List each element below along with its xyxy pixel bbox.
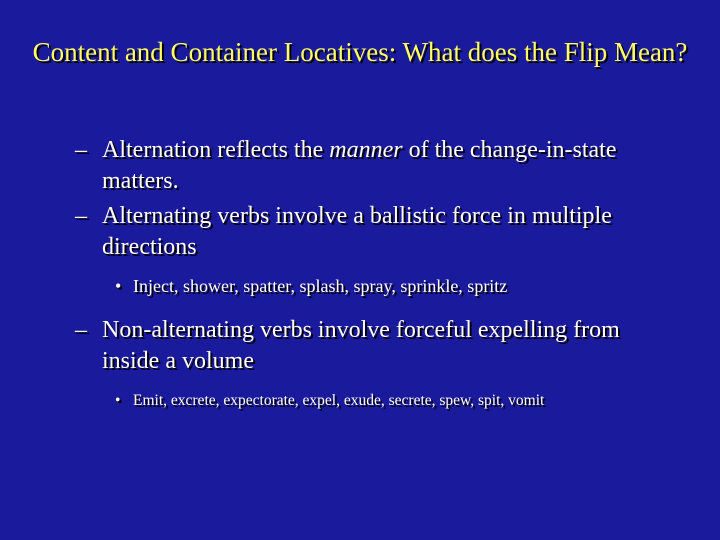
dash-marker: –: [75, 137, 87, 163]
sub-item-non-alternating-verbs: [115, 389, 693, 413]
bullet-marker: •: [115, 392, 121, 409]
list-item-manner: [75, 135, 672, 197]
dash-marker: –: [75, 317, 87, 343]
item-text: Alternating verbs involve a ballistic force in multiple directions: [102, 203, 612, 260]
sub-item-text: Inject, shower, spatter, splash, spray, sprinkle, spritz: [133, 276, 508, 296]
slide-title: Content and Container Locatives: What does the Flip Mean?: [32, 37, 688, 67]
list-item-non-alternating: [75, 315, 672, 377]
bullet-marker: •: [115, 276, 122, 296]
dash-marker: –: [75, 203, 87, 229]
item-text-emphasis: manner: [329, 137, 403, 163]
sub-item-alternating-verbs: [115, 274, 693, 298]
bullet-list: [0, 135, 720, 413]
item-text: Non-alternating verbs involve forceful expelling from inside a volume: [102, 317, 620, 374]
item-text-after: of the change-in-state matters.: [102, 137, 617, 194]
item-text-before: Alternation reflects the: [102, 137, 330, 163]
sub-item-text: Emit, excrete, expectorate, expel, exude, secrete, spew, spit, vomit: [133, 392, 545, 409]
list-item-alternating: [75, 201, 672, 263]
